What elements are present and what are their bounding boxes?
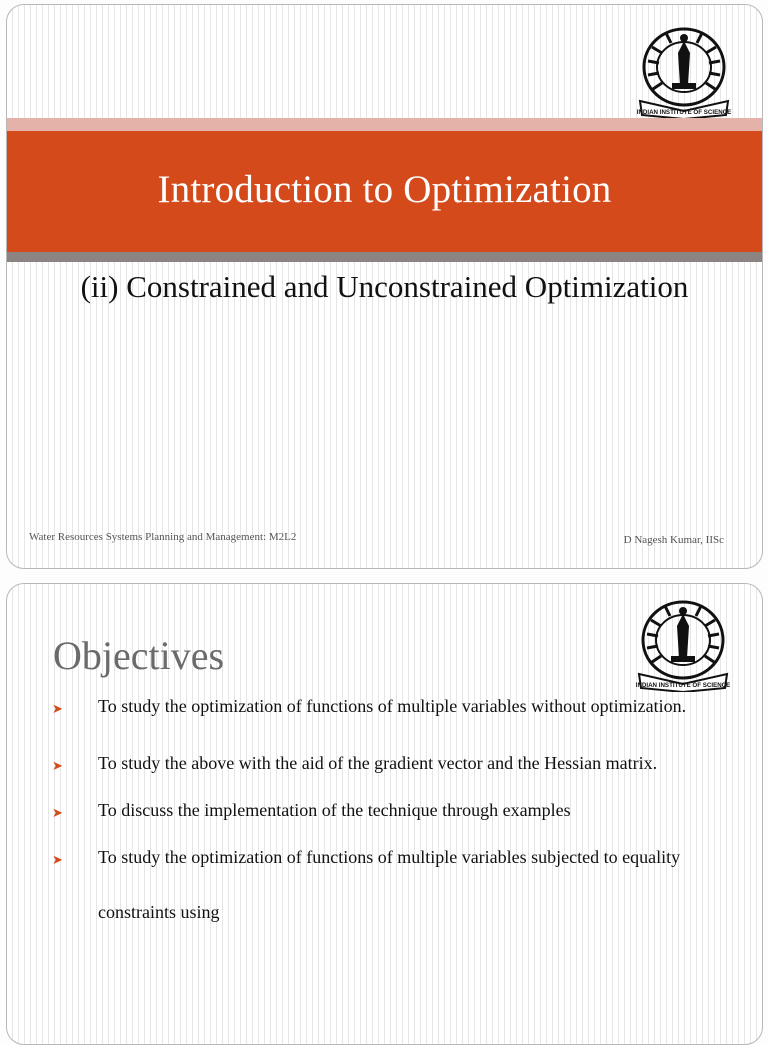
seal-text: INDIAN INSTITUTE OF SCIENCE <box>635 682 731 689</box>
seal-text: INDIAN INSTITUTE OF SCIENCE <box>636 109 732 116</box>
title-slide <box>6 4 763 569</box>
arrowhead-bullet-icon: ➤ <box>52 852 63 867</box>
arrowhead-bullet-icon: ➤ <box>52 701 63 716</box>
bullet-text: To study the above with the aid of the gradient vector and the Hessian matrix. <box>98 753 658 773</box>
objectives-slide <box>6 583 763 1045</box>
bullet-text: To study the optimization of functions of multiple variables without optimization. <box>98 696 687 716</box>
list-item <box>52 847 752 940</box>
header-band <box>7 131 762 252</box>
objectives-heading: Objectives <box>53 633 225 678</box>
objectives-list <box>52 696 752 959</box>
bullet-text: To study the optimization of functions of multiple variables subjected to equality constraints using <box>98 847 681 922</box>
course-footer: Water Resources Systems Planning and Management: M2L2 <box>29 531 297 543</box>
iisc-seal-icon <box>632 596 734 692</box>
author-footer: D Nagesh Kumar, IISc <box>623 534 724 546</box>
iisc-seal-icon <box>634 23 734 119</box>
slide-subtitle: (ii) Constrained and Unconstrained Optimization <box>80 269 689 304</box>
header-band-gray <box>7 252 762 262</box>
slide-title: Introduction to Optimization <box>157 168 612 211</box>
list-item <box>52 800 752 828</box>
arrowhead-bullet-icon: ➤ <box>52 805 63 820</box>
header-band-light <box>7 118 762 131</box>
list-item <box>52 696 752 734</box>
list-item <box>52 753 752 781</box>
arrowhead-bullet-icon: ➤ <box>52 758 63 773</box>
bullet-text: To discuss the implementation of the technique through examples <box>98 800 571 820</box>
